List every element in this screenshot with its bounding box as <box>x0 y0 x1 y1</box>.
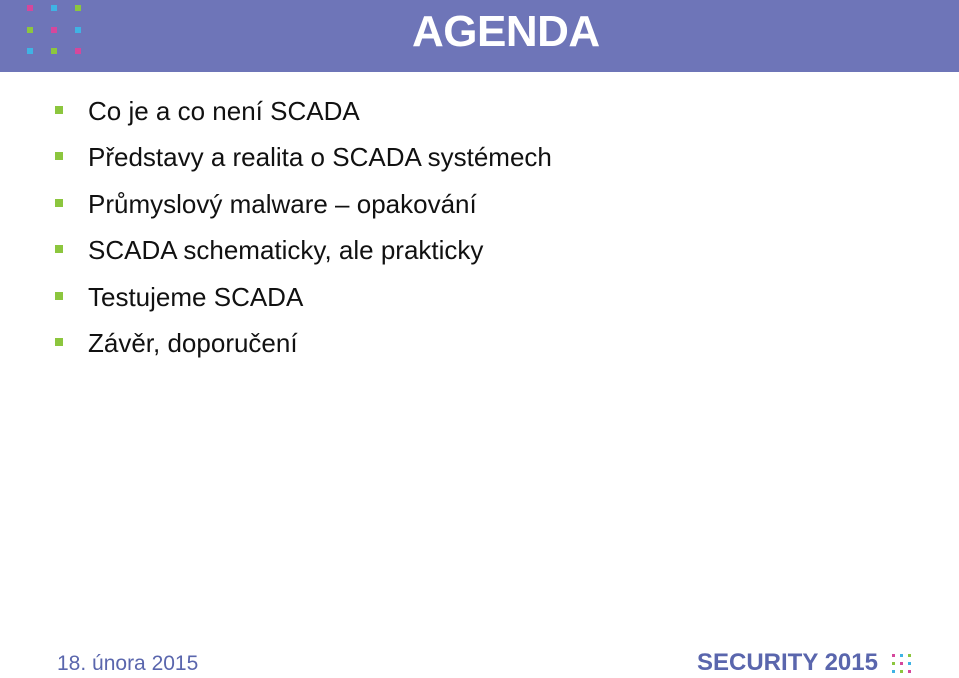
logo-dot <box>51 48 57 54</box>
agenda-item-label: Testujeme SCADA <box>88 281 304 312</box>
square-bullet-icon <box>55 292 63 300</box>
agenda-item-label: SCADA schematicky, ale prakticky <box>88 235 484 266</box>
agenda-item-label: Průmyslový malware – opakování <box>88 188 477 219</box>
footer-dot <box>892 670 895 673</box>
footer-dot <box>900 662 903 665</box>
square-bullet-icon <box>55 245 63 253</box>
agenda-item-label: Závěr, doporučení <box>88 327 298 358</box>
logo-dot <box>27 48 33 54</box>
footer-dot <box>908 670 911 673</box>
logo-dot <box>51 5 57 11</box>
footer-dot <box>892 662 895 665</box>
logo-dots-icon <box>0 0 90 60</box>
footer-dot <box>900 670 903 673</box>
agenda-item-label: Představy a realita o SCADA systémech <box>88 142 552 173</box>
square-bullet-icon <box>55 338 63 346</box>
logo-dot <box>27 27 33 33</box>
footer-dot <box>900 654 903 657</box>
logo-dot <box>27 5 33 11</box>
square-bullet-icon <box>55 106 63 114</box>
footer-dot <box>892 654 895 657</box>
footer-dots-icon <box>890 653 916 675</box>
logo-dot <box>75 27 81 33</box>
slide-header-bar <box>0 0 959 72</box>
square-bullet-icon <box>55 199 63 207</box>
footer-dot <box>908 662 911 665</box>
footer-dot <box>908 654 911 657</box>
logo-dot <box>75 48 81 54</box>
logo-dot <box>51 27 57 33</box>
slide-title: AGENDA <box>412 7 600 56</box>
footer-date: 18. února 2015 <box>57 652 199 675</box>
logo-dot <box>75 5 81 11</box>
square-bullet-icon <box>55 152 63 160</box>
footer-brand: SECURITY 2015 <box>697 649 878 676</box>
agenda-item-label: Co je a co není SCADA <box>88 96 360 126</box>
